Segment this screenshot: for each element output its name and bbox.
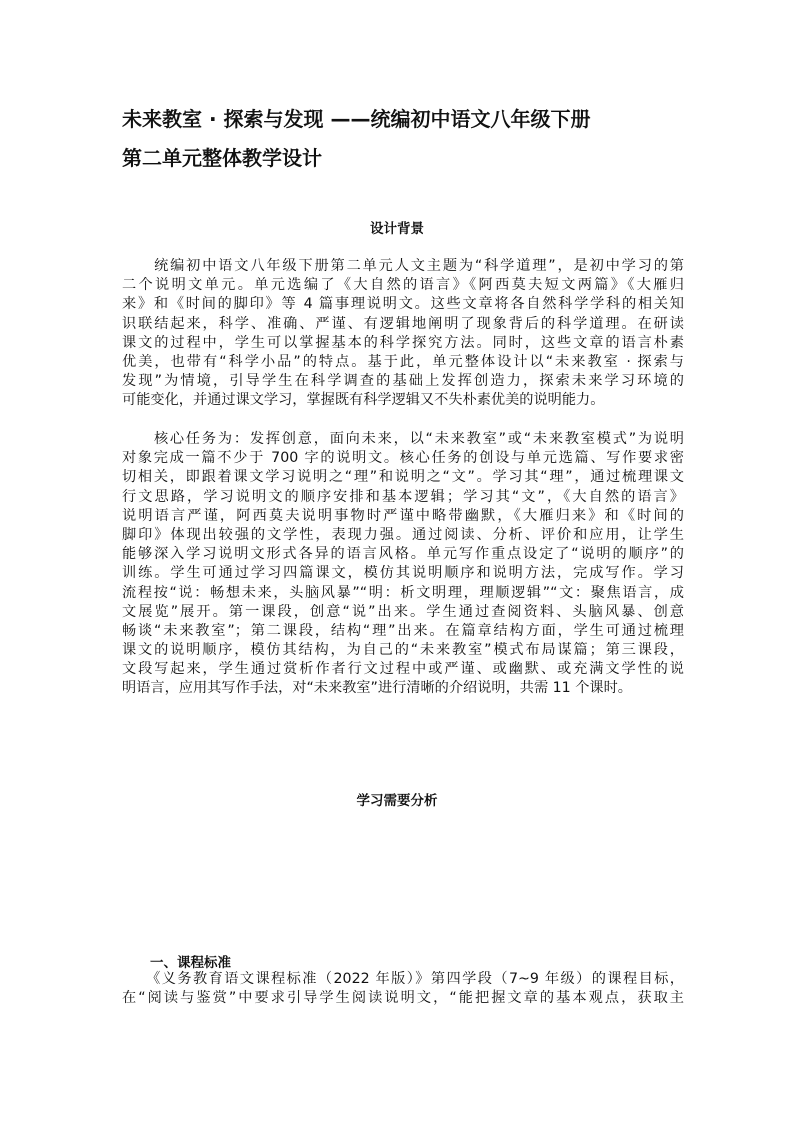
- text-line: 《义务教育语文课程标准（2022 年版）》第四学段（7~9 年级）的课程目标，: [122, 971, 684, 987]
- text-line: 明语言，应用其写作手法，对“未来教室”进行清晰的介绍说明，共需 11 个课时。: [122, 680, 632, 697]
- text-line: 对象完成一篇不少于 700 字的说明文。核心任务的创设与单元选篇、写作要求密: [122, 450, 684, 467]
- text-line: 脚印》体现出较强的文学性，表现力强。通过阅读、分析、评价和应用，让学生: [122, 526, 684, 543]
- text-line: 统编初中语文八年级下册第二单元人文主题为“科学道理”，是初中学习的第: [122, 258, 684, 274]
- text-line: 可能变化，并通过课文学习，掌握既有科学逻辑又不失朴素优美的说明能力。: [122, 392, 605, 409]
- text-line: 畅谈“未来教室”；第二课段，结构“理”出来。在篇章结构方面，学生可通过梳理: [122, 622, 684, 639]
- text-line: 文段写起来，学生通过赏析作者行文过程中或严谨、或幽默、或充满文学性的说: [122, 661, 684, 678]
- text-line: 行文思路，学习说明文的顺序安排和基本逻辑；学习其“文”，《大自然的语言》: [122, 488, 684, 505]
- text-line: 优美，也带有“科学小品”的特点。基于此，单元整体设计以“未来教室 · 探索与: [122, 353, 684, 370]
- document-title-line-1: 未来教室 · 探索与发现 ——统编初中语文八年级下册: [122, 107, 591, 131]
- text-line: 核心任务为：发挥创意，面向未来，以“未来教室”或“未来教室模式”为说明: [122, 431, 684, 447]
- text-line: 发现”为情境，引导学生在科学调查的基础上发挥创造力，探索未来学习环境的: [122, 373, 684, 390]
- subsection-heading-curriculum-standards: 一、课程标准: [150, 955, 231, 971]
- text-line: 二个说明文单元。单元选编了《大自然的语言》《阿西莫夫短文两篇》《大雁归: [122, 277, 684, 294]
- text-line: 来》和《时间的脚印》等 4 篇事理说明文。这些文章将各自然科学学科的相关知: [122, 296, 684, 313]
- text-line: 识联结起来，科学、准确、严谨、有逻辑地阐明了现象背后的科学道理。在研读: [122, 315, 684, 332]
- text-line: 切相关，即跟着课文学习说明之“理”和说明之“文”。学习其“理”，通过梳理课文: [122, 469, 684, 486]
- section-heading-design-background: 设计背景: [370, 221, 424, 237]
- text-line: 课文的说明顺序，模仿其结构，为自己的“未来教室”模式布局谋篇；第三课段，: [122, 642, 684, 659]
- text-line: 说明语言严谨，阿西莫夫说明事物时严谨中略带幽默，《大雁归来》和《时间的: [122, 507, 684, 524]
- standards-paragraph: [122, 970, 684, 1008]
- text-line: 课文的过程中，学生可以掌握基本的科学探究方法。同时，这些文章的语言朴素: [122, 334, 684, 351]
- document-title-line-2: 第二单元整体教学设计: [122, 146, 322, 170]
- text-line: 文展览”展开。第一课段，创意“说”出来。学生通过查阅资料、头脑风暴、创意: [122, 603, 684, 620]
- text-line: 训练。学生可通过学习四篇课文，模仿其说明顺序和说明方法，完成写作。学习: [122, 565, 684, 582]
- text-line: 流程按“说：畅想未来，头脑风暴”“明：析文明理，理顺逻辑”“文：聚焦语言，成: [122, 584, 684, 601]
- text-line: 能够深入学习说明文形式各异的语言风格。单元写作重点设定了“说明的顺序”的: [122, 546, 684, 563]
- text-line: 在“阅读与鉴赏”中要求引导学生阅读说明文，“能把握文章的基本观点，获取主: [122, 990, 684, 1007]
- section-heading-learning-needs: 学习需要分析: [356, 793, 438, 809]
- background-paragraph-1: [122, 257, 684, 411]
- background-paragraph-2: [122, 430, 684, 699]
